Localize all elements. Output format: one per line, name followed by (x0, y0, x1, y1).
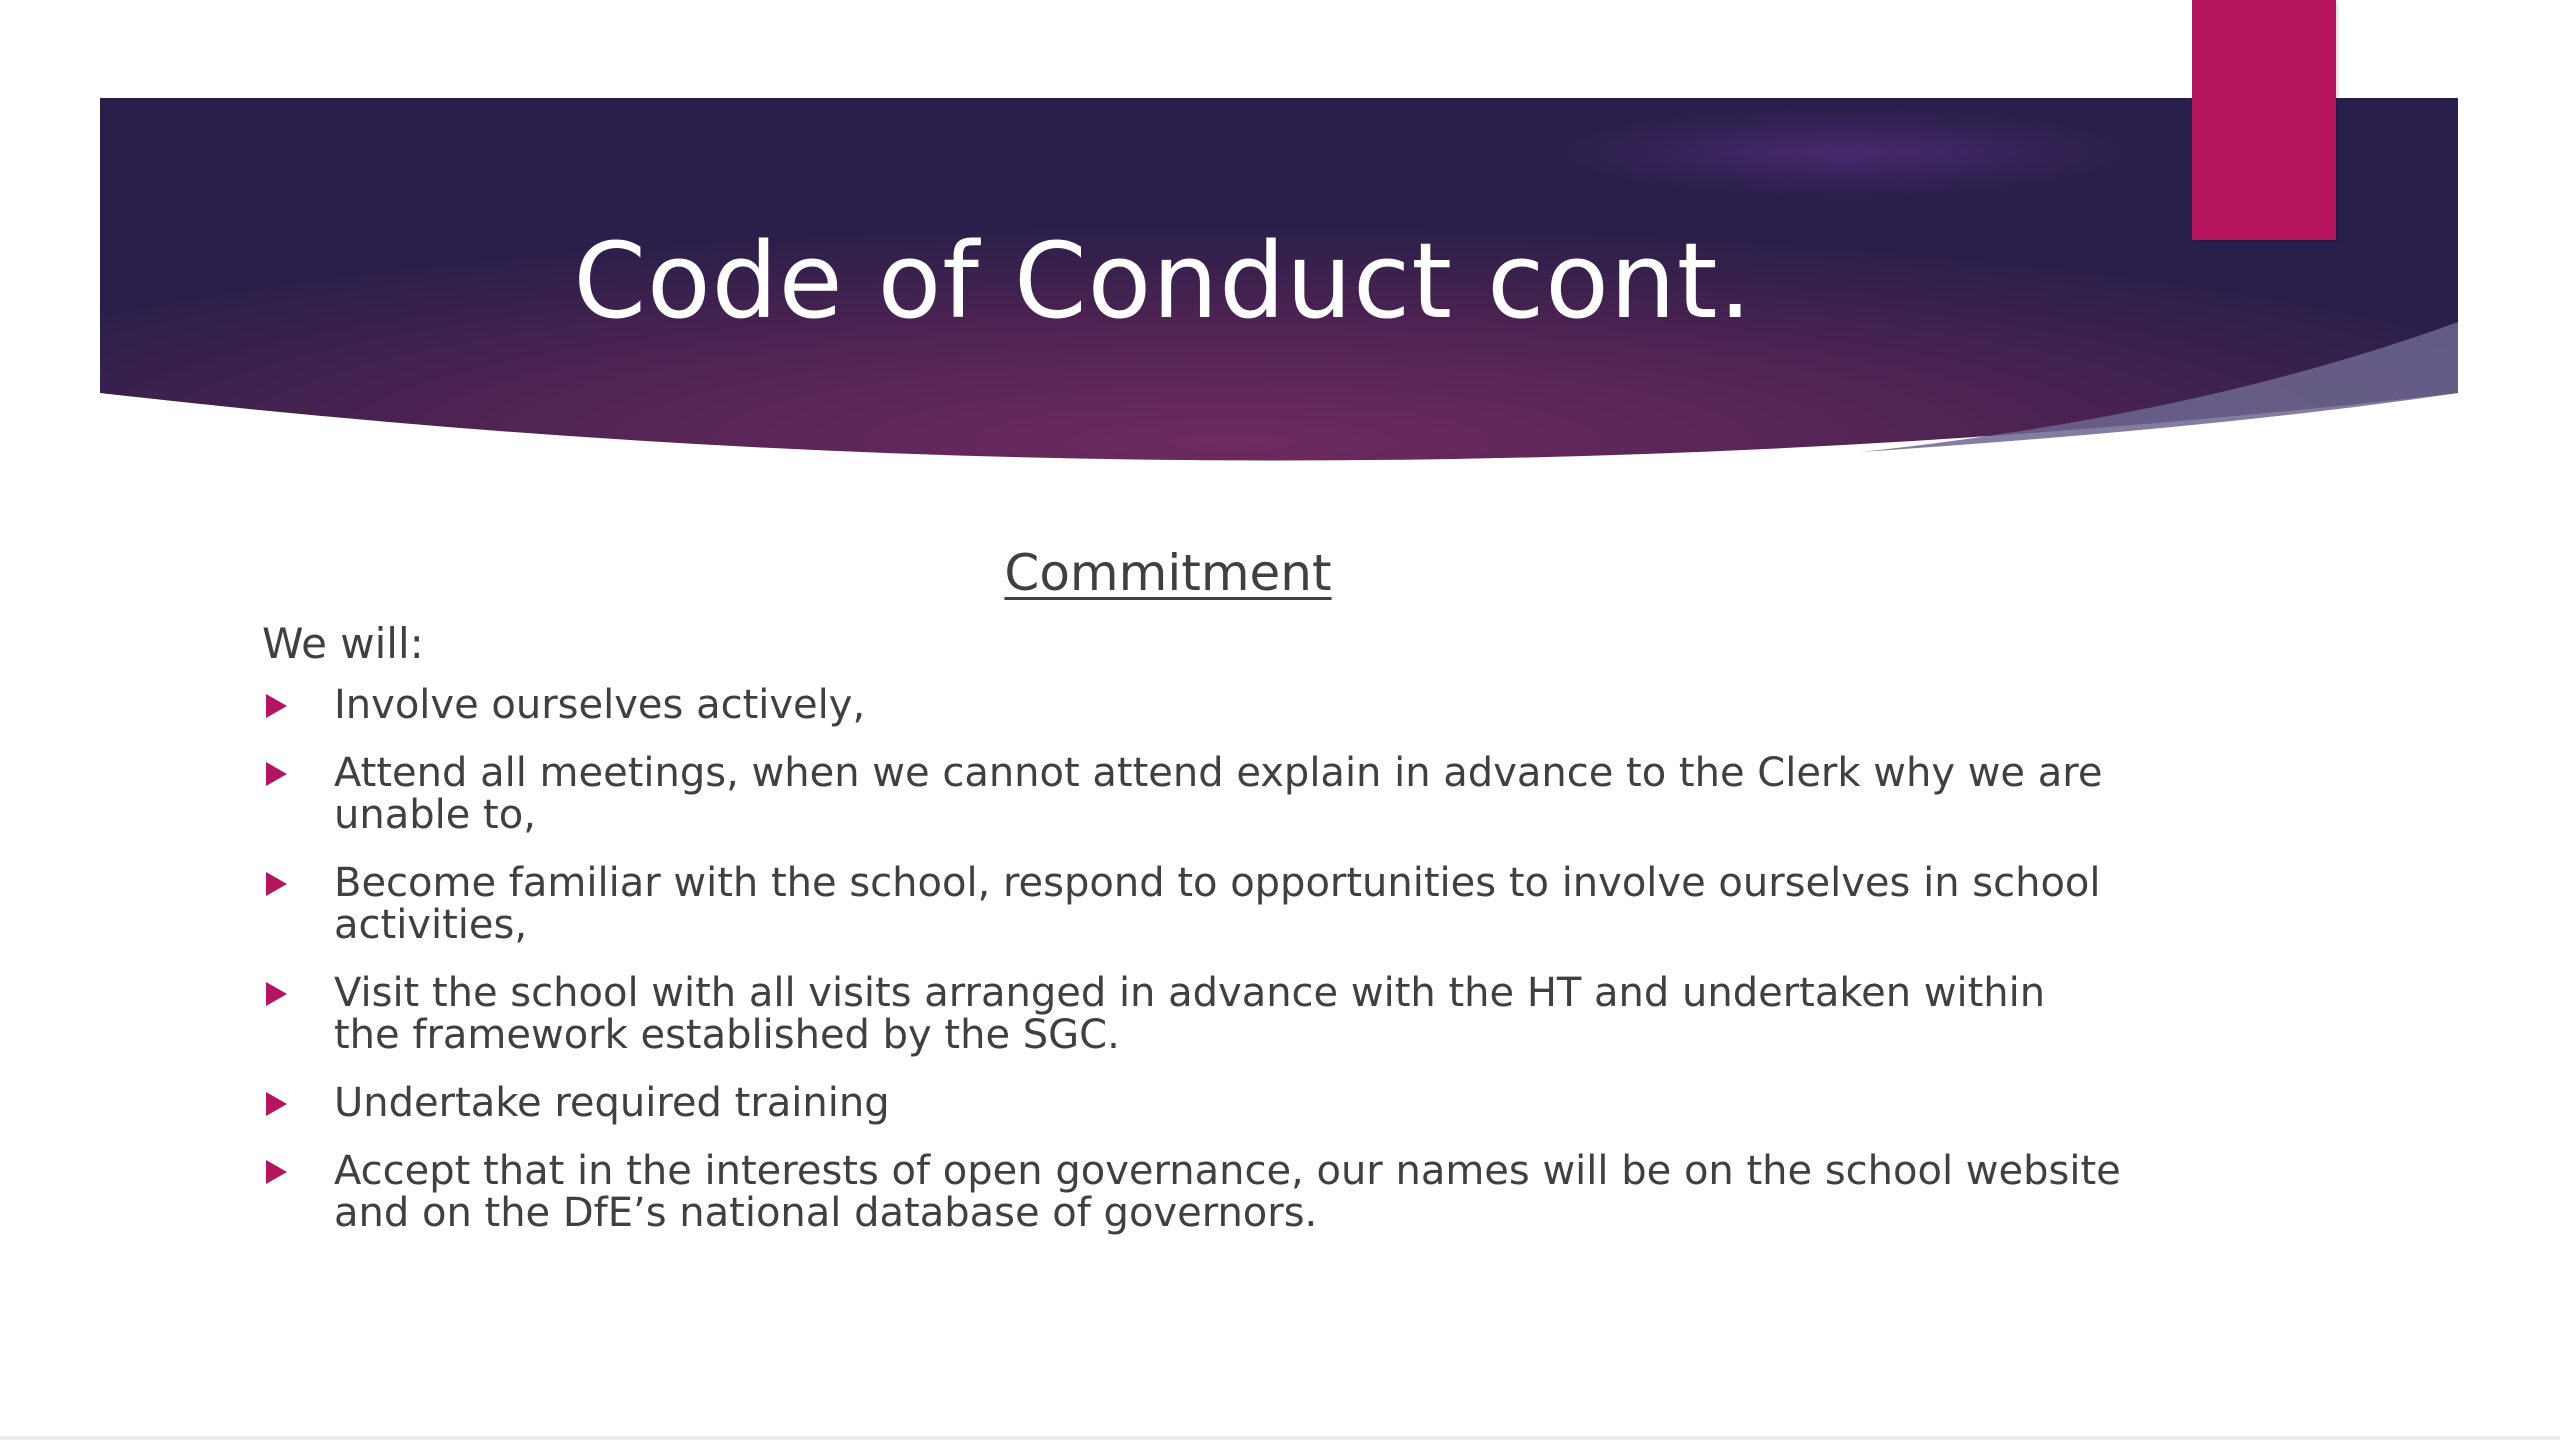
section-heading: Commitment (1004, 544, 1332, 602)
triangle-right-icon (266, 762, 287, 786)
bullet-item (262, 1082, 2122, 1124)
triangle-right-icon (266, 872, 287, 896)
bullet-text: Attend all meetings, when we cannot attend explain in advance to the Clerk why we are unable to, (334, 750, 2103, 838)
bullet-text: Visit the school with all visits arranged in advance with the HT and undertaken within the framework established by the SGC. (334, 970, 2046, 1058)
bullet-item (262, 862, 2122, 946)
slide-title: Code of Conduct cont. (573, 220, 1753, 342)
triangle-right-icon (266, 982, 287, 1006)
bullet-text: Undertake required training (334, 1080, 890, 1126)
bullet-item (262, 752, 2122, 836)
bottom-divider (0, 1436, 2560, 1440)
bullet-item (262, 1150, 2122, 1234)
intro-text: We will: (262, 619, 424, 668)
triangle-right-icon (266, 694, 287, 718)
bullet-item (262, 972, 2122, 1056)
bullet-text: Involve ourselves actively, (334, 682, 866, 728)
triangle-right-icon (266, 1160, 287, 1184)
bullet-list (262, 684, 2122, 1260)
triangle-right-icon (266, 1092, 287, 1116)
bullet-text: Accept that in the interests of open governance, our names will be on the school website and on the DfE’s national database of governors. (334, 1148, 2121, 1236)
accent-tab (2192, 0, 2336, 240)
bullet-text: Become familiar with the school, respond to opportunities to involve ourselves in school activities, (334, 860, 2101, 948)
bullet-item (262, 684, 2122, 726)
